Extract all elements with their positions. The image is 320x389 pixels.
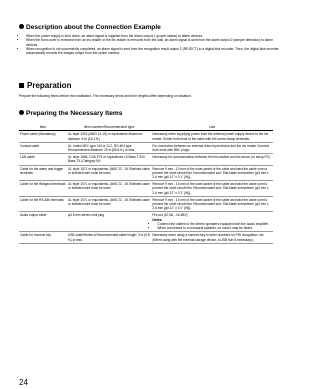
- heading-text: Preparation: [27, 81, 72, 90]
- use-cell: Necessary when using a numeric key to enter numbers for PIN recognition, etc. (When using with the external storage device, a USB hub is necessary.): [151, 232, 273, 243]
- note-item: • Connect the cables to the stereo speakers equipped with the audio amplifier.: [157, 222, 272, 226]
- table-row: [19, 196, 273, 212]
- type-cell: UL style 1571 or equivalents, AWG 22 - 16 Shielded cable or shielded wire must be used.: [67, 181, 151, 197]
- preparation-section: [19, 81, 281, 98]
- list-item: • When the front cover is removed from an iris reader or the iris reader is removed from the wall, an alarm signal is sent from the alarm output 2 (tamper detection) to alarm devices.: [26, 38, 281, 47]
- bullet-icon: [19, 24, 24, 29]
- item-cell: Cable for the alarm and trigger terminals: [19, 165, 67, 181]
- necessary-items-section: [19, 110, 281, 118]
- table-row: [19, 142, 273, 153]
- use-cell: [151, 212, 273, 232]
- table-row: [19, 131, 273, 142]
- section-heading: [19, 110, 281, 118]
- type-cell: USB cable/Series A Recommended cable length: 3 m {9.8 ft.} or less: [68, 233, 150, 242]
- items-table-wrapper: [19, 124, 273, 244]
- use-cell: For connection between an external video-input device and the iris reader Connect both ends with BNC plugs.: [151, 142, 273, 153]
- item-cell: Coaxial cable: [19, 142, 67, 153]
- use-cell: Necessary when supplying power from the external power supply device to the iris reader. Solder both ends of the cable with M4 screw clamp terminals.: [151, 131, 273, 142]
- section-heading: [19, 24, 281, 32]
- notes-label: Notes:: [152, 217, 163, 222]
- notes-list: [152, 222, 272, 231]
- item-cell: Cable for the RS-485 terminals: [19, 196, 67, 212]
- table-header-row: [19, 124, 273, 131]
- column-header: Item: [19, 124, 67, 131]
- type-cell: UL style 1666, CSA-FT4 or equivalents 10 Base-T/100 Base-TX (Category 5)*¹: [67, 154, 151, 165]
- use-cell: Remove 9 mm - 10 mm of the outer jacket of the cable and twist the cable core to prevent the short circuit first. Recommended tool: Flat-blade screwdriver (φ3 mm x 2.6 mm {φ0.12" x 0.1" {W}).: [151, 181, 273, 197]
- bullet-icon: [19, 110, 24, 115]
- table-row: [19, 232, 273, 243]
- item-cell: Cable for numeric key: [19, 232, 67, 243]
- type-cell: UL style 1571 or equivalents, AWG 22 - 16 Shielded cable or shielded wire must be used.: [67, 196, 151, 212]
- type-cell: UL Listed NEC type CM or CL2, RG-6/U type Recommended distance: 20 m {65.6 ft.} or less: [67, 142, 151, 153]
- type-cell: UL style 1015 (AWG 14-15) or equivalents Maximum distance: 5 m {16.4 ft.}: [67, 131, 151, 142]
- paragraph: Prepare the following items before the installation. The necessary items and their lengths differ depending on situation.: [19, 94, 192, 98]
- square-icon: [19, 83, 24, 88]
- use-text: Pre-out (10 kΩ, -16 dBV): [152, 213, 188, 218]
- column-header: Use: [151, 124, 273, 131]
- note-item: • When connected to a monaural speaker, no sound may be heard.: [157, 226, 272, 230]
- use-cell: Remove 9 mm - 10 mm of the outer jacket of the cable and twist the cable core to prevent the short circuit first. Recommended tool: Flat-blade screwdriver (φ3 mm x 2.6 mm {φ0.12" x 0.1" {W}).: [151, 165, 273, 181]
- column-header: Item number/Recommended type: [67, 124, 151, 131]
- bullet-list: [19, 34, 281, 55]
- section-heading: [19, 81, 281, 90]
- type-cell: UL style 1571 or equivalents, AWG 22 - 16 Shielded cable or shielded wire must be used.: [67, 165, 151, 181]
- table-row: [19, 154, 273, 165]
- heading-text: Preparing the Necessary Items: [26, 110, 123, 117]
- items-table: [19, 124, 273, 244]
- table-row: [19, 181, 273, 197]
- list-item: • When recognition is not successfully completed, an alarm signal is sent from the recognition result output 2 (REJECT) to a digital disk recorder. Then, the digital disk recorder automatically records the images output from the option camera.: [26, 47, 281, 56]
- item-cell: Power cable (Mandatory): [19, 131, 67, 142]
- item-cell: Cable for the Wiegand terminals: [19, 181, 67, 197]
- type-cell: φ3.5 mm stereo mini plug: [67, 212, 151, 232]
- item-cell: Audio output cable: [19, 212, 67, 232]
- table-row: [19, 212, 273, 232]
- use-cell: Remove 9 mm - 10 mm of the outer jacket of the cable and twist the cable core to prevent the short circuit first. Recommended tool: Flat-blade screwdriver (φ3 mm x 2.6 mm {φ0.12" x 0.1" {W}).: [151, 196, 273, 212]
- use-cell: Necessary for communication between the iris readers and iris server (or setup PC): [151, 154, 273, 165]
- table-row: [19, 165, 273, 181]
- connection-example-section: [19, 24, 281, 55]
- item-cell: LAN cable: [19, 154, 67, 165]
- list-item: • When the power supply is shut down, an alarm signal is supplied from the alarm output 1 (power status) to alarm devices.: [26, 34, 281, 38]
- page-number: 24: [19, 378, 28, 387]
- heading-text: Description about the Connection Example: [26, 24, 161, 31]
